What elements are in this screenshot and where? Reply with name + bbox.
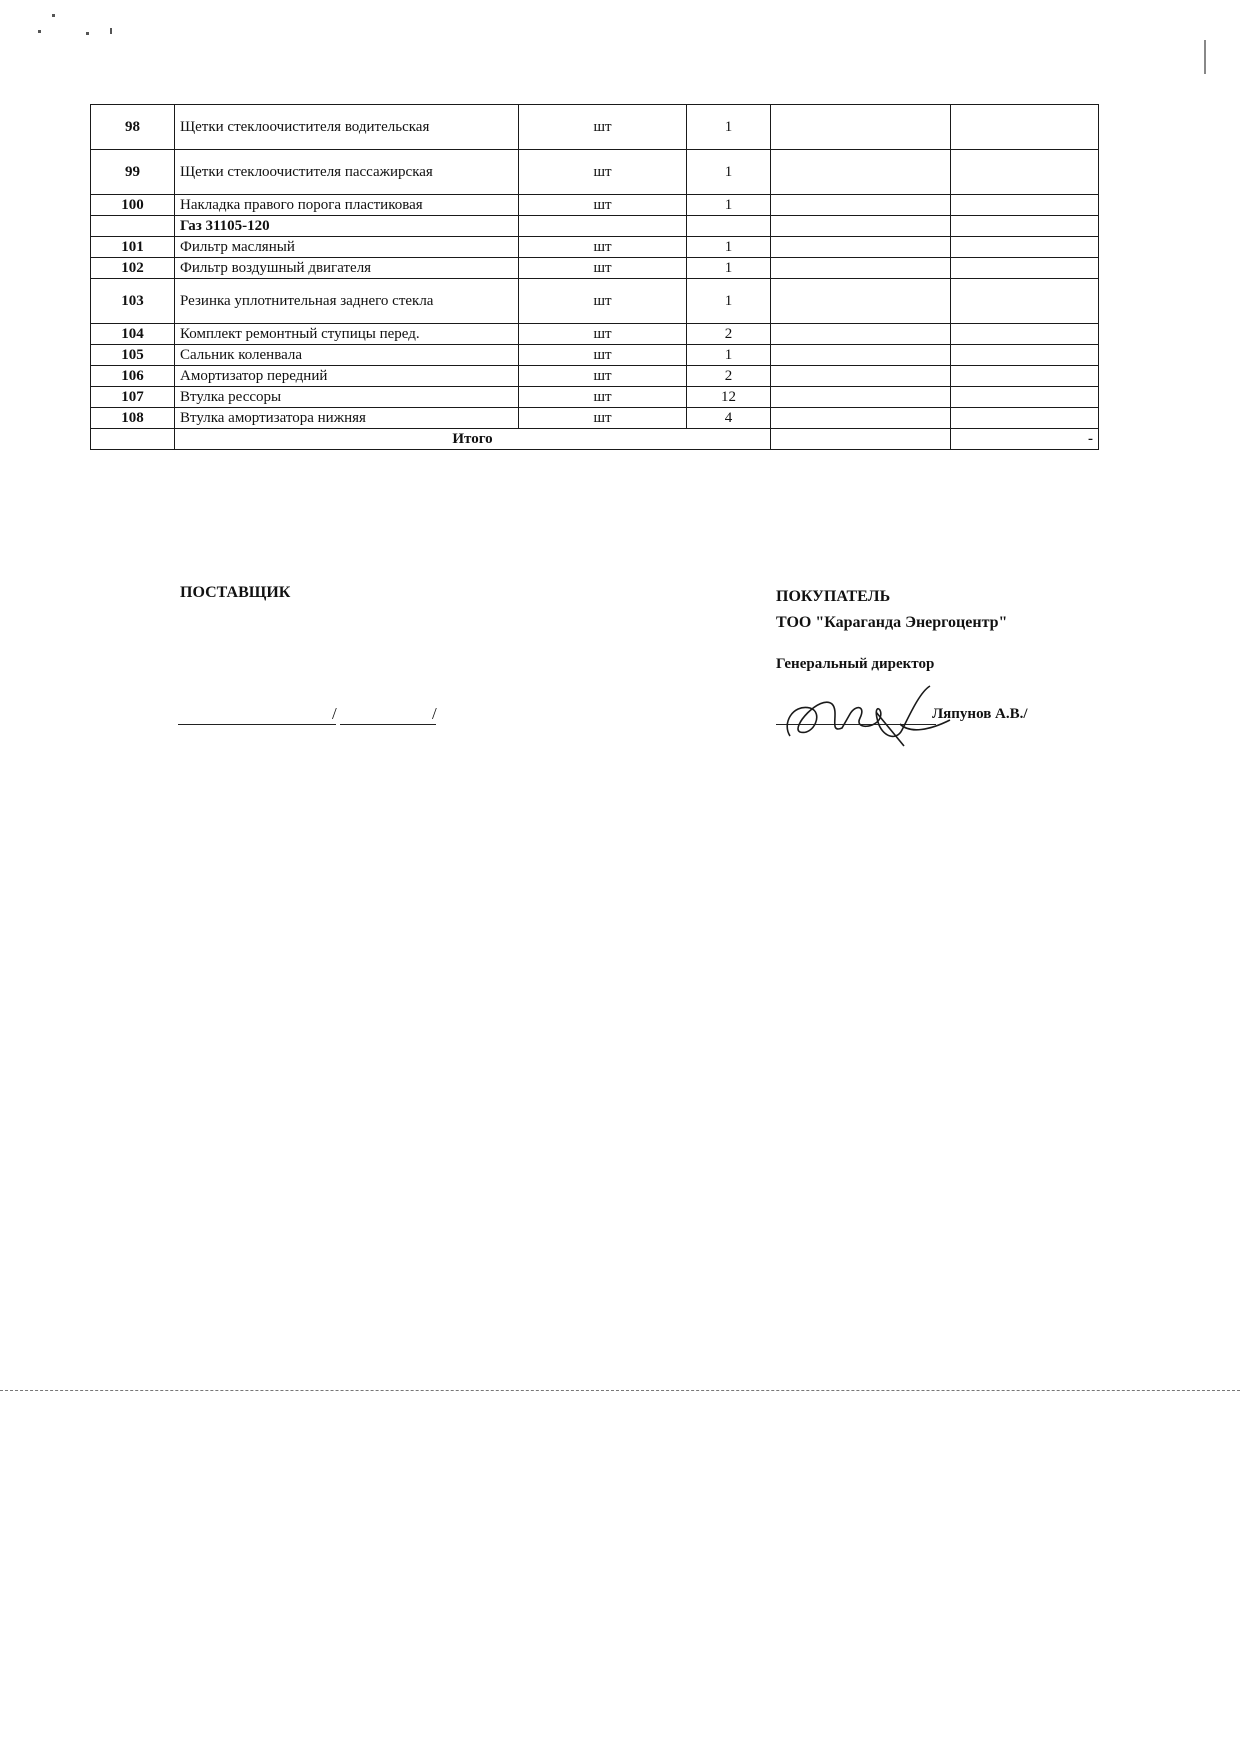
row-number: 106 bbox=[91, 366, 175, 387]
item-name: Щетки стеклоочистителя водительская bbox=[175, 105, 519, 150]
row-number: 100 bbox=[91, 195, 175, 216]
item-price bbox=[771, 237, 951, 258]
item-quantity: 12 bbox=[687, 387, 771, 408]
row-number bbox=[91, 216, 175, 237]
item-price bbox=[771, 366, 951, 387]
item-quantity: 2 bbox=[687, 324, 771, 345]
buyer-position: Генеральный директор bbox=[776, 656, 935, 672]
item-sum bbox=[951, 150, 1099, 195]
item-sum bbox=[951, 408, 1099, 429]
group-heading: Газ 31105-120 bbox=[175, 216, 519, 237]
item-quantity bbox=[687, 216, 771, 237]
buyer-title: ПОКУПАТЕЛЬ bbox=[776, 588, 891, 605]
item-quantity: 4 bbox=[687, 408, 771, 429]
handwritten-signature bbox=[780, 684, 960, 754]
item-unit: шт bbox=[519, 345, 687, 366]
item-quantity: 1 bbox=[687, 195, 771, 216]
table-row bbox=[91, 387, 1099, 408]
total-sum-cell bbox=[771, 429, 951, 450]
row-number: 99 bbox=[91, 150, 175, 195]
item-name: Фильтр масляный bbox=[175, 237, 519, 258]
item-sum bbox=[951, 366, 1099, 387]
item-price bbox=[771, 258, 951, 279]
row-number: 101 bbox=[91, 237, 175, 258]
item-name: Накладка правого порога пластиковая bbox=[175, 195, 519, 216]
item-name: Резинка уплотнительная заднего стекла bbox=[175, 279, 519, 324]
table-row bbox=[91, 366, 1099, 387]
supplier-slash-2: / bbox=[432, 704, 437, 723]
parts-table bbox=[90, 104, 1099, 450]
row-number: 107 bbox=[91, 387, 175, 408]
buyer-org: ТОО "Караганда Энергоцентр" bbox=[776, 614, 1008, 631]
scan-speck bbox=[110, 28, 112, 34]
item-unit: шт bbox=[519, 279, 687, 324]
table-row bbox=[91, 195, 1099, 216]
item-quantity: 1 bbox=[687, 345, 771, 366]
table-row bbox=[91, 258, 1099, 279]
item-price bbox=[771, 345, 951, 366]
item-price bbox=[771, 387, 951, 408]
item-unit: шт bbox=[519, 408, 687, 429]
item-unit: шт bbox=[519, 105, 687, 150]
item-price bbox=[771, 216, 951, 237]
item-sum bbox=[951, 324, 1099, 345]
item-name: Щетки стеклоочистителя пассажирская bbox=[175, 150, 519, 195]
item-sum bbox=[951, 279, 1099, 324]
item-quantity: 1 bbox=[687, 237, 771, 258]
item-price bbox=[771, 150, 951, 195]
table-row bbox=[91, 150, 1099, 195]
table-row bbox=[91, 105, 1099, 150]
item-sum bbox=[951, 195, 1099, 216]
row-number: 102 bbox=[91, 258, 175, 279]
item-unit: шт bbox=[519, 366, 687, 387]
item-sum bbox=[951, 387, 1099, 408]
row-number: 108 bbox=[91, 408, 175, 429]
table-row bbox=[91, 408, 1099, 429]
item-sum bbox=[951, 258, 1099, 279]
table-row bbox=[91, 237, 1099, 258]
item-price bbox=[771, 408, 951, 429]
row-number: 103 bbox=[91, 279, 175, 324]
item-name: Сальник коленвала bbox=[175, 345, 519, 366]
scan-speck bbox=[52, 14, 55, 17]
item-unit: шт bbox=[519, 324, 687, 345]
item-price bbox=[771, 324, 951, 345]
row-number: 104 bbox=[91, 324, 175, 345]
item-unit: шт bbox=[519, 150, 687, 195]
item-name: Втулка амортизатора нижняя bbox=[175, 408, 519, 429]
item-unit: шт bbox=[519, 237, 687, 258]
item-quantity: 1 bbox=[687, 150, 771, 195]
buyer-director-name: Ляпунов А.В./ bbox=[932, 706, 1028, 722]
table-row bbox=[91, 279, 1099, 324]
total-empty-cell bbox=[91, 429, 175, 450]
item-price bbox=[771, 279, 951, 324]
item-unit: шт bbox=[519, 387, 687, 408]
row-number: 98 bbox=[91, 105, 175, 150]
item-name: Фильтр воздушный двигателя bbox=[175, 258, 519, 279]
supplier-title: ПОСТАВЩИК bbox=[180, 584, 291, 601]
buyer-block bbox=[776, 584, 1007, 636]
total-label: Итого bbox=[175, 429, 771, 450]
item-unit bbox=[519, 216, 687, 237]
scan-speck bbox=[38, 30, 41, 33]
table-row bbox=[91, 345, 1099, 366]
item-name: Амортизатор передний bbox=[175, 366, 519, 387]
scan-speck bbox=[86, 32, 89, 35]
row-number: 105 bbox=[91, 345, 175, 366]
item-quantity: 2 bbox=[687, 366, 771, 387]
supplier-signature-line bbox=[178, 724, 336, 725]
item-name: Втулка рессоры bbox=[175, 387, 519, 408]
item-sum bbox=[951, 237, 1099, 258]
item-unit: шт bbox=[519, 195, 687, 216]
total-value: - bbox=[951, 429, 1099, 450]
scan-edge-mark bbox=[1204, 40, 1206, 74]
item-quantity: 1 bbox=[687, 258, 771, 279]
table-row bbox=[91, 216, 1099, 237]
item-sum bbox=[951, 216, 1099, 237]
supplier-block bbox=[180, 580, 290, 606]
item-price bbox=[771, 105, 951, 150]
item-price bbox=[771, 195, 951, 216]
parts-table-body bbox=[91, 105, 1099, 429]
item-quantity: 1 bbox=[687, 105, 771, 150]
item-sum bbox=[951, 345, 1099, 366]
item-sum bbox=[951, 105, 1099, 150]
item-quantity: 1 bbox=[687, 279, 771, 324]
item-name: Комплект ремонтный ступицы перед. bbox=[175, 324, 519, 345]
item-unit: шт bbox=[519, 258, 687, 279]
table-row bbox=[91, 324, 1099, 345]
supplier-slash-1: / bbox=[332, 704, 337, 723]
total-row bbox=[91, 429, 1099, 450]
scan-fold-line bbox=[0, 1390, 1240, 1391]
supplier-name-line bbox=[340, 724, 436, 725]
